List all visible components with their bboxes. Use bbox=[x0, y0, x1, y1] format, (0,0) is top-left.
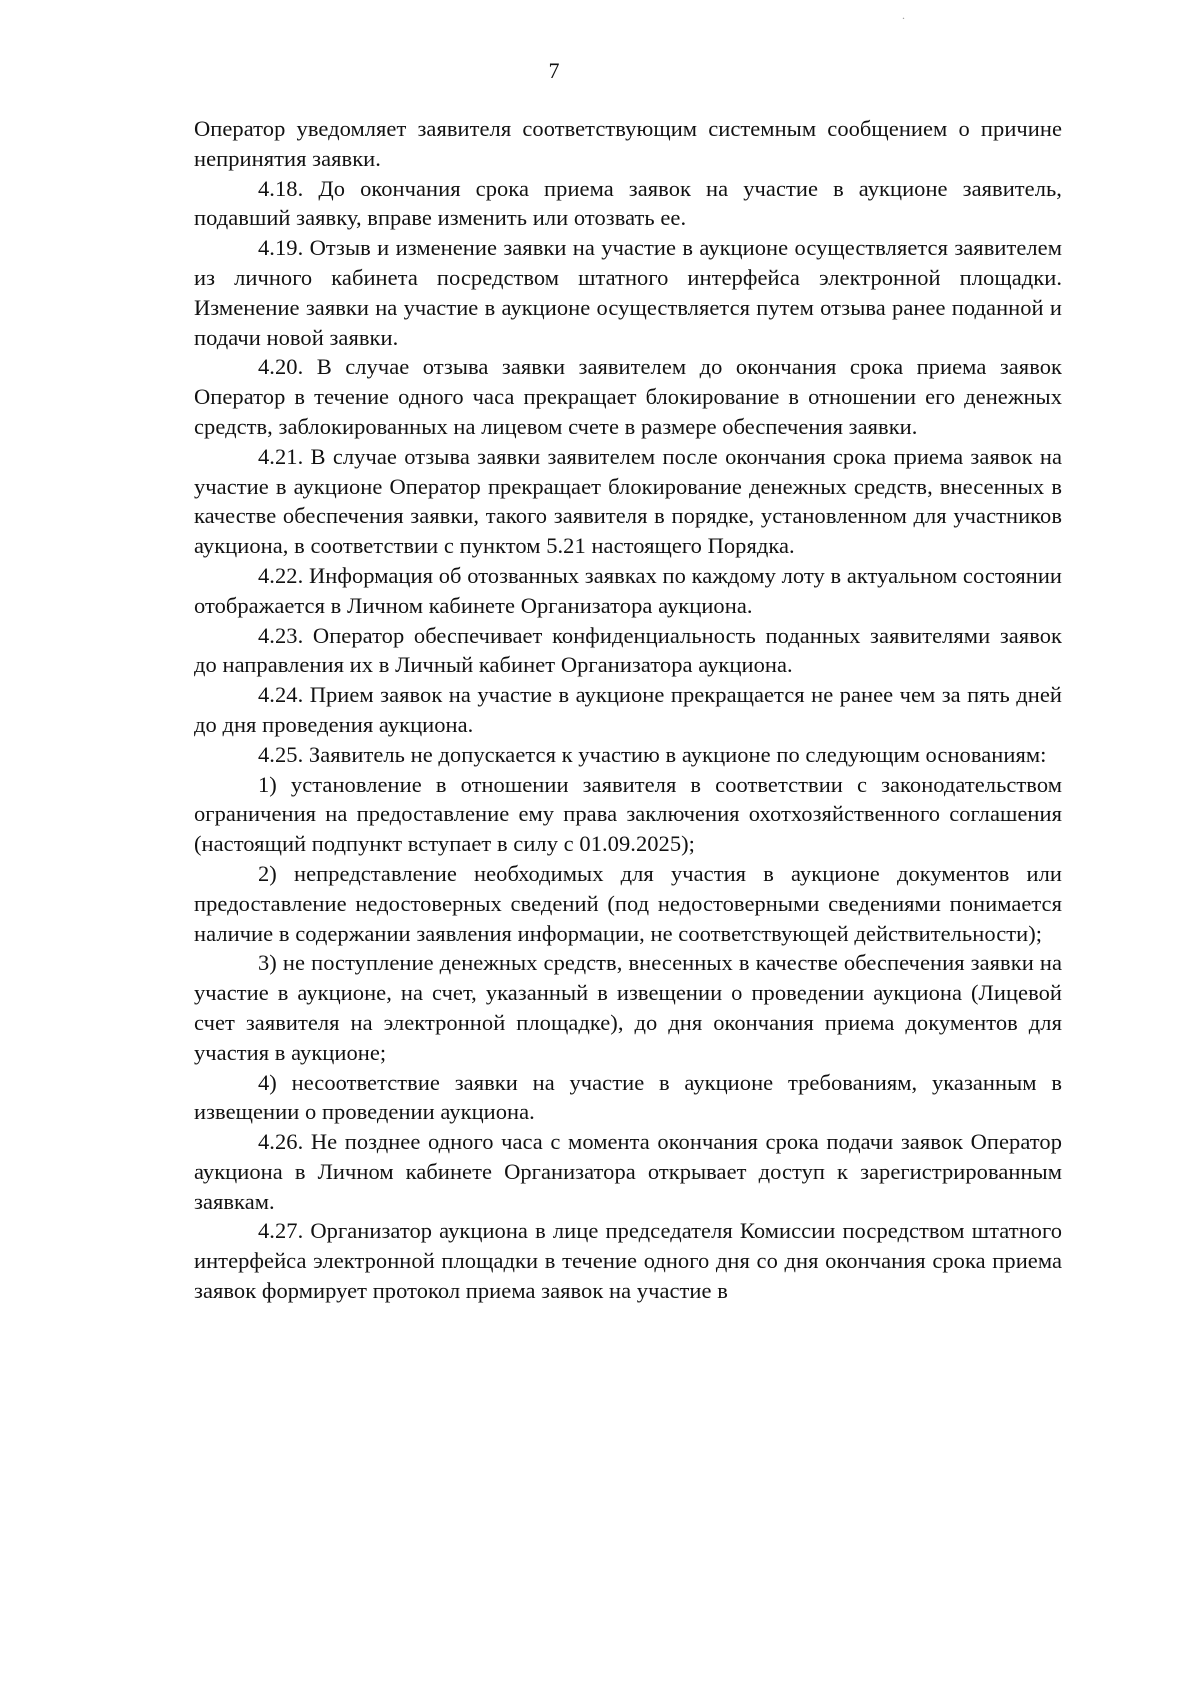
list-item-3: 3) не поступление денежных средств, внесенных в качестве обеспечения заявки на участие в аукционе, на счет, указанный в извещении о проведении аукциона (Лицевой счет заявителя на электронной площадке), до дня окончания приема документов для участия в аукционе; bbox=[194, 950, 1062, 1065]
paragraph-4-20: 4.20. В случае отзыва заявки заявителем до окончания срока приема заявок Оператор в течение одного часа прекращает блокирование в отношении его денежных средств, заблокированных на лицевом счете в размере обеспечения заявки. bbox=[194, 354, 1062, 439]
paragraph-4-26: 4.26. Не позднее одного часа с момента окончания срока подачи заявок Оператор аукциона в Личном кабинете Организатора открывает доступ к зарегистрированным заявкам. bbox=[194, 1129, 1062, 1214]
list-item-4: 4) несоответствие заявки на участие в аукционе требованиям, указанным в извещении о проведении аукциона. bbox=[194, 1069, 1062, 1125]
paragraph-4-21: 4.21. В случае отзыва заявки заявителем после окончания срока приема заявок на участие в аукционе Оператор прекращает блокирование денежных средств, внесенных в качестве обеспечения заявки, такого заявителя в порядке, установленном для участников аукциона, в соответствии с пунктом 5.21 настоящего Порядка. bbox=[194, 443, 1062, 559]
paragraph-4-24: 4.24. Прием заявок на участие в аукционе прекращается не ранее чем за пять дней до дня проведения аукциона. bbox=[194, 682, 1062, 737]
page-number: 7 bbox=[548, 58, 560, 83]
document-body bbox=[194, 114, 1062, 1306]
paragraph-4-22: 4.22. Информация об отозванных заявках по каждому лоту в актуальном состоянии отображается в Личном кабинете Организатора аукциона. bbox=[194, 562, 1062, 618]
paragraph-4-25: 4.25. Заявитель не допускается к участию в аукционе по следующим основаниям: bbox=[258, 741, 1047, 767]
paragraph-4-18: 4.18. До окончания срока приема заявок на участие в аукционе заявитель, подавший заявку, вправе изменить или отозвать ее. bbox=[194, 175, 1062, 231]
paragraph-4-23: 4.23. Оператор обеспечивает конфиденциальность поданных заявителями заявок до направления их в Личный кабинет Организатора аукциона. bbox=[194, 622, 1062, 678]
list-item-2: 2) непредставление необходимых для участия в аукционе документов или предоставление недостоверных сведений (под недостоверными сведениями понимается наличие в содержании заявления информации, не соответствующей действительности); bbox=[194, 860, 1062, 946]
paragraph-4-27: 4.27. Организатор аукциона в лице председателя Комиссии посредством штатного интерфейса электронной площадки в течение одного дня со дня окончания срока приема заявок формирует протокол приема заявок на участие в bbox=[194, 1218, 1062, 1304]
paragraph-4-19: 4.19. Отзыв и изменение заявки на участие в аукционе осуществляется заявителем из личного кабинета посредством штатного интерфейса электронной площадки. Изменение заявки на участие в аукционе осуществляется путем отзыва ранее поданной и подачи новой заявки. bbox=[194, 235, 1062, 350]
list-item-1: 1) установление в отношении заявителя в соответствии с законодательством ограничения на предоставление ему права заключения охотхозяйственного соглашения (настоящий подпункт вступает в силу с 01.09.2025); bbox=[194, 771, 1062, 857]
corner-mark: . bbox=[902, 8, 905, 22]
paragraph-continuation: Оператор уведомляет заявителя соответствующим системным сообщением о причине непринятия заявки. bbox=[194, 116, 1062, 171]
